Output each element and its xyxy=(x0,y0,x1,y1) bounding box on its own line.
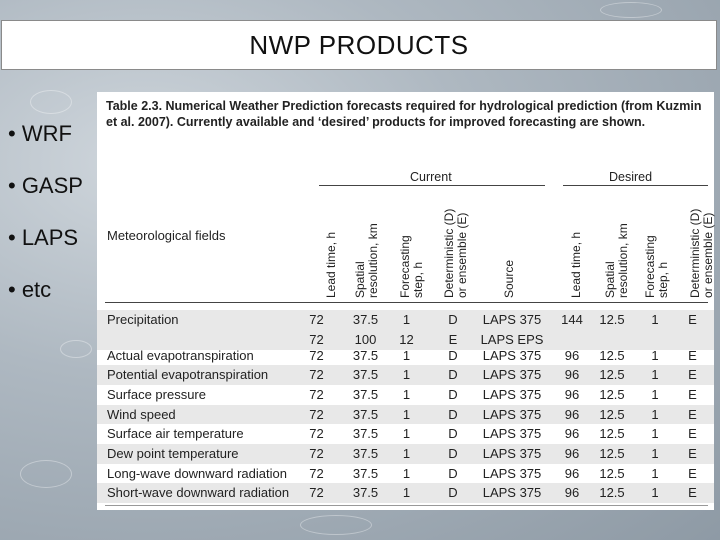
current-value-cell: 72 xyxy=(309,312,324,327)
col-header-forecasting-step: Forecasting xyxy=(398,235,412,298)
desired-value-cell: 12.5 xyxy=(599,446,625,461)
bullet-item: • etc xyxy=(8,277,52,302)
current-value-cell: 37.5 xyxy=(352,348,379,363)
field-name-cell: Potential evapotranspiration xyxy=(107,367,269,382)
current-value-cell: 37.5 xyxy=(352,446,379,461)
col-header-deterministic-or-ensemble: or ensemble (E) xyxy=(455,212,469,298)
bullet-list xyxy=(8,116,83,324)
group-desired-label: Desired xyxy=(609,170,653,184)
field-name-cell: Short-wave downward radiation xyxy=(107,485,290,500)
current-value-cell: 1 xyxy=(402,407,411,422)
current-value-cell: 37.5 xyxy=(352,387,379,402)
desired-value-cell: 12.5 xyxy=(599,407,625,422)
group-current-label: Current xyxy=(410,170,452,184)
desired-value-cell: 96 xyxy=(564,348,580,363)
current-value-cell: 1 xyxy=(402,348,411,363)
desired-value-cell: E xyxy=(688,485,697,500)
current-value-cell: 100 xyxy=(354,332,377,347)
current-value-cell: 72 xyxy=(309,407,324,422)
raindrop-decoration xyxy=(60,340,92,358)
desired-value-cell: E xyxy=(688,387,697,402)
table-row xyxy=(97,464,714,483)
current-value-cell: D xyxy=(448,446,458,461)
current-value-cell: 1 xyxy=(402,426,411,441)
current-value-cell: LAPS 375 xyxy=(482,446,542,461)
current-value-cell: 1 xyxy=(402,485,411,500)
col-header-desired-deterministic-or-ensemble: Deterministic (D) xyxy=(688,208,702,298)
table-caption: Table 2.3. Numerical Weather Prediction forecasts required for hydrological prediction (from Kuzmin et al. 2007). Currently available and ‘desired’ products for improved forecasting are shown. xyxy=(106,99,702,129)
table-row xyxy=(97,405,714,424)
col-header-spatial-resolution: Spatial xyxy=(353,261,367,298)
bullet-item: • WRF xyxy=(8,121,72,146)
current-value-cell: 37.5 xyxy=(352,485,379,500)
desired-value-cell: 96 xyxy=(564,426,580,441)
current-value-cell: 37.5 xyxy=(352,466,379,481)
desired-group-rule xyxy=(563,185,708,186)
current-value-cell: 1 xyxy=(402,312,411,327)
title-box xyxy=(1,20,717,70)
field-name-cell: Dew point temperature xyxy=(107,446,239,461)
col-header-desired-lead-time: Lead time, h xyxy=(569,231,583,298)
desired-value-cell: 96 xyxy=(564,446,580,461)
header-bottom-rule xyxy=(105,302,708,303)
raindrop-decoration xyxy=(30,90,72,114)
desired-value-cell: E xyxy=(688,367,697,382)
current-value-cell: 37.5 xyxy=(352,367,379,382)
desired-value-cell: 1 xyxy=(651,387,659,402)
current-value-cell: 1 xyxy=(402,446,411,461)
current-value-cell: 72 xyxy=(309,485,324,500)
current-value-cell: 12 xyxy=(399,332,414,347)
desired-value-cell: 1 xyxy=(651,407,659,422)
current-value-cell: LAPS 375 xyxy=(482,367,542,382)
col-header-source: Source xyxy=(502,259,516,298)
current-group-rule xyxy=(319,185,545,186)
table-row xyxy=(97,310,714,330)
current-value-cell: 72 xyxy=(309,446,324,461)
table-row xyxy=(97,346,714,365)
current-value-cell: LAPS 375 xyxy=(482,407,542,422)
desired-value-cell: 1 xyxy=(651,348,659,363)
current-value-cell: 37.5 xyxy=(352,312,379,327)
raindrop-decoration xyxy=(300,515,372,535)
desired-value-cell: 12.5 xyxy=(599,367,625,382)
current-value-cell: LAPS 375 xyxy=(482,485,542,500)
desired-value-cell: 96 xyxy=(564,367,580,382)
desired-value-cell: 1 xyxy=(651,312,659,327)
field-name-cell: Actual evapotranspiration xyxy=(107,348,254,363)
current-value-cell: D xyxy=(448,426,458,441)
col-header-desired-deterministic-or-ensemble: or ensemble (E) xyxy=(701,212,715,298)
current-value-cell: E xyxy=(448,332,458,347)
current-value-cell: 1 xyxy=(402,466,411,481)
bullet-item: • GASP xyxy=(8,173,83,198)
field-header: Meteorological fields xyxy=(107,228,226,243)
table-row xyxy=(97,365,714,385)
table-row xyxy=(97,444,714,464)
current-value-cell: LAPS 375 xyxy=(482,348,542,363)
current-value-cell: 72 xyxy=(309,466,324,481)
desired-value-cell: E xyxy=(688,407,697,422)
current-value-cell: LAPS 375 xyxy=(482,312,542,327)
desired-value-cell: 1 xyxy=(651,426,659,441)
current-value-cell: 72 xyxy=(309,387,324,402)
desired-value-cell: 96 xyxy=(564,387,580,402)
current-value-cell: 72 xyxy=(309,367,324,382)
desired-value-cell: E xyxy=(688,348,697,363)
col-header-forecasting-step: step, h xyxy=(411,261,425,298)
col-header-lead-time: Lead time, h xyxy=(324,231,338,298)
desired-value-cell: 1 xyxy=(651,466,659,481)
desired-value-cell: 12.5 xyxy=(599,387,625,402)
table-bottom-rule xyxy=(105,505,708,506)
desired-value-cell: 96 xyxy=(564,466,580,481)
field-name-cell: Surface air temperature xyxy=(107,426,244,441)
current-value-cell: 37.5 xyxy=(352,426,379,441)
raindrop-decoration xyxy=(20,460,72,488)
desired-value-cell: E xyxy=(688,312,697,327)
table-image-panel xyxy=(97,92,714,510)
current-value-cell: 1 xyxy=(402,367,411,382)
field-name-cell: Long-wave downward radiation xyxy=(107,466,287,481)
current-value-cell: D xyxy=(448,387,458,402)
table-row xyxy=(97,483,714,503)
field-name-cell: Precipitation xyxy=(107,312,179,327)
current-value-cell: 72 xyxy=(309,348,324,363)
desired-value-cell: E xyxy=(688,446,697,461)
slide-title: NWP PRODUCTS xyxy=(249,29,469,60)
current-value-cell: LAPS EPS xyxy=(480,332,544,347)
desired-value-cell: E xyxy=(688,426,697,441)
field-name-cell: Surface pressure xyxy=(107,387,206,402)
current-value-cell: D xyxy=(448,485,458,500)
current-value-cell: D xyxy=(448,367,458,382)
desired-value-cell: 1 xyxy=(651,485,659,500)
current-value-cell: 72 xyxy=(309,332,324,347)
desired-value-cell: 12.5 xyxy=(599,426,625,441)
col-header-desired-forecasting-step: Forecasting xyxy=(643,235,657,298)
current-value-cell: 37.5 xyxy=(352,407,379,422)
desired-value-cell: E xyxy=(688,466,697,481)
desired-value-cell: 96 xyxy=(564,485,580,500)
desired-value-cell: 12.5 xyxy=(599,348,625,363)
table-row xyxy=(97,424,714,444)
current-value-cell: 1 xyxy=(402,387,411,402)
col-header-spatial-resolution: resolution, km xyxy=(366,223,380,298)
desired-value-cell: 96 xyxy=(564,407,580,422)
bullet-item: • LAPS xyxy=(8,225,79,250)
desired-value-cell: 12.5 xyxy=(599,466,625,481)
current-value-cell: LAPS 375 xyxy=(482,466,542,481)
current-value-cell: LAPS 375 xyxy=(482,426,542,441)
desired-value-cell: 1 xyxy=(651,367,659,382)
table-row xyxy=(97,385,714,405)
current-value-cell: D xyxy=(448,466,458,481)
desired-value-cell: 1 xyxy=(651,446,659,461)
desired-value-cell: 12.5 xyxy=(599,312,625,327)
field-name-cell: Wind speed xyxy=(107,407,176,422)
current-value-cell: LAPS 375 xyxy=(482,387,542,402)
current-value-cell: D xyxy=(448,348,458,363)
raindrop-decoration xyxy=(600,2,662,18)
current-value-cell: 72 xyxy=(309,426,324,441)
desired-value-cell: 144 xyxy=(561,312,583,327)
col-header-desired-forecasting-step: step, h xyxy=(656,261,670,298)
col-header-desired-spatial-resolution: Spatial xyxy=(603,261,617,298)
col-header-desired-spatial-resolution: resolution, km xyxy=(616,223,630,298)
current-value-cell: D xyxy=(448,312,458,327)
desired-value-cell: 12.5 xyxy=(599,485,625,500)
col-header-deterministic-or-ensemble: Deterministic (D) xyxy=(442,208,456,298)
current-value-cell: D xyxy=(448,407,458,422)
